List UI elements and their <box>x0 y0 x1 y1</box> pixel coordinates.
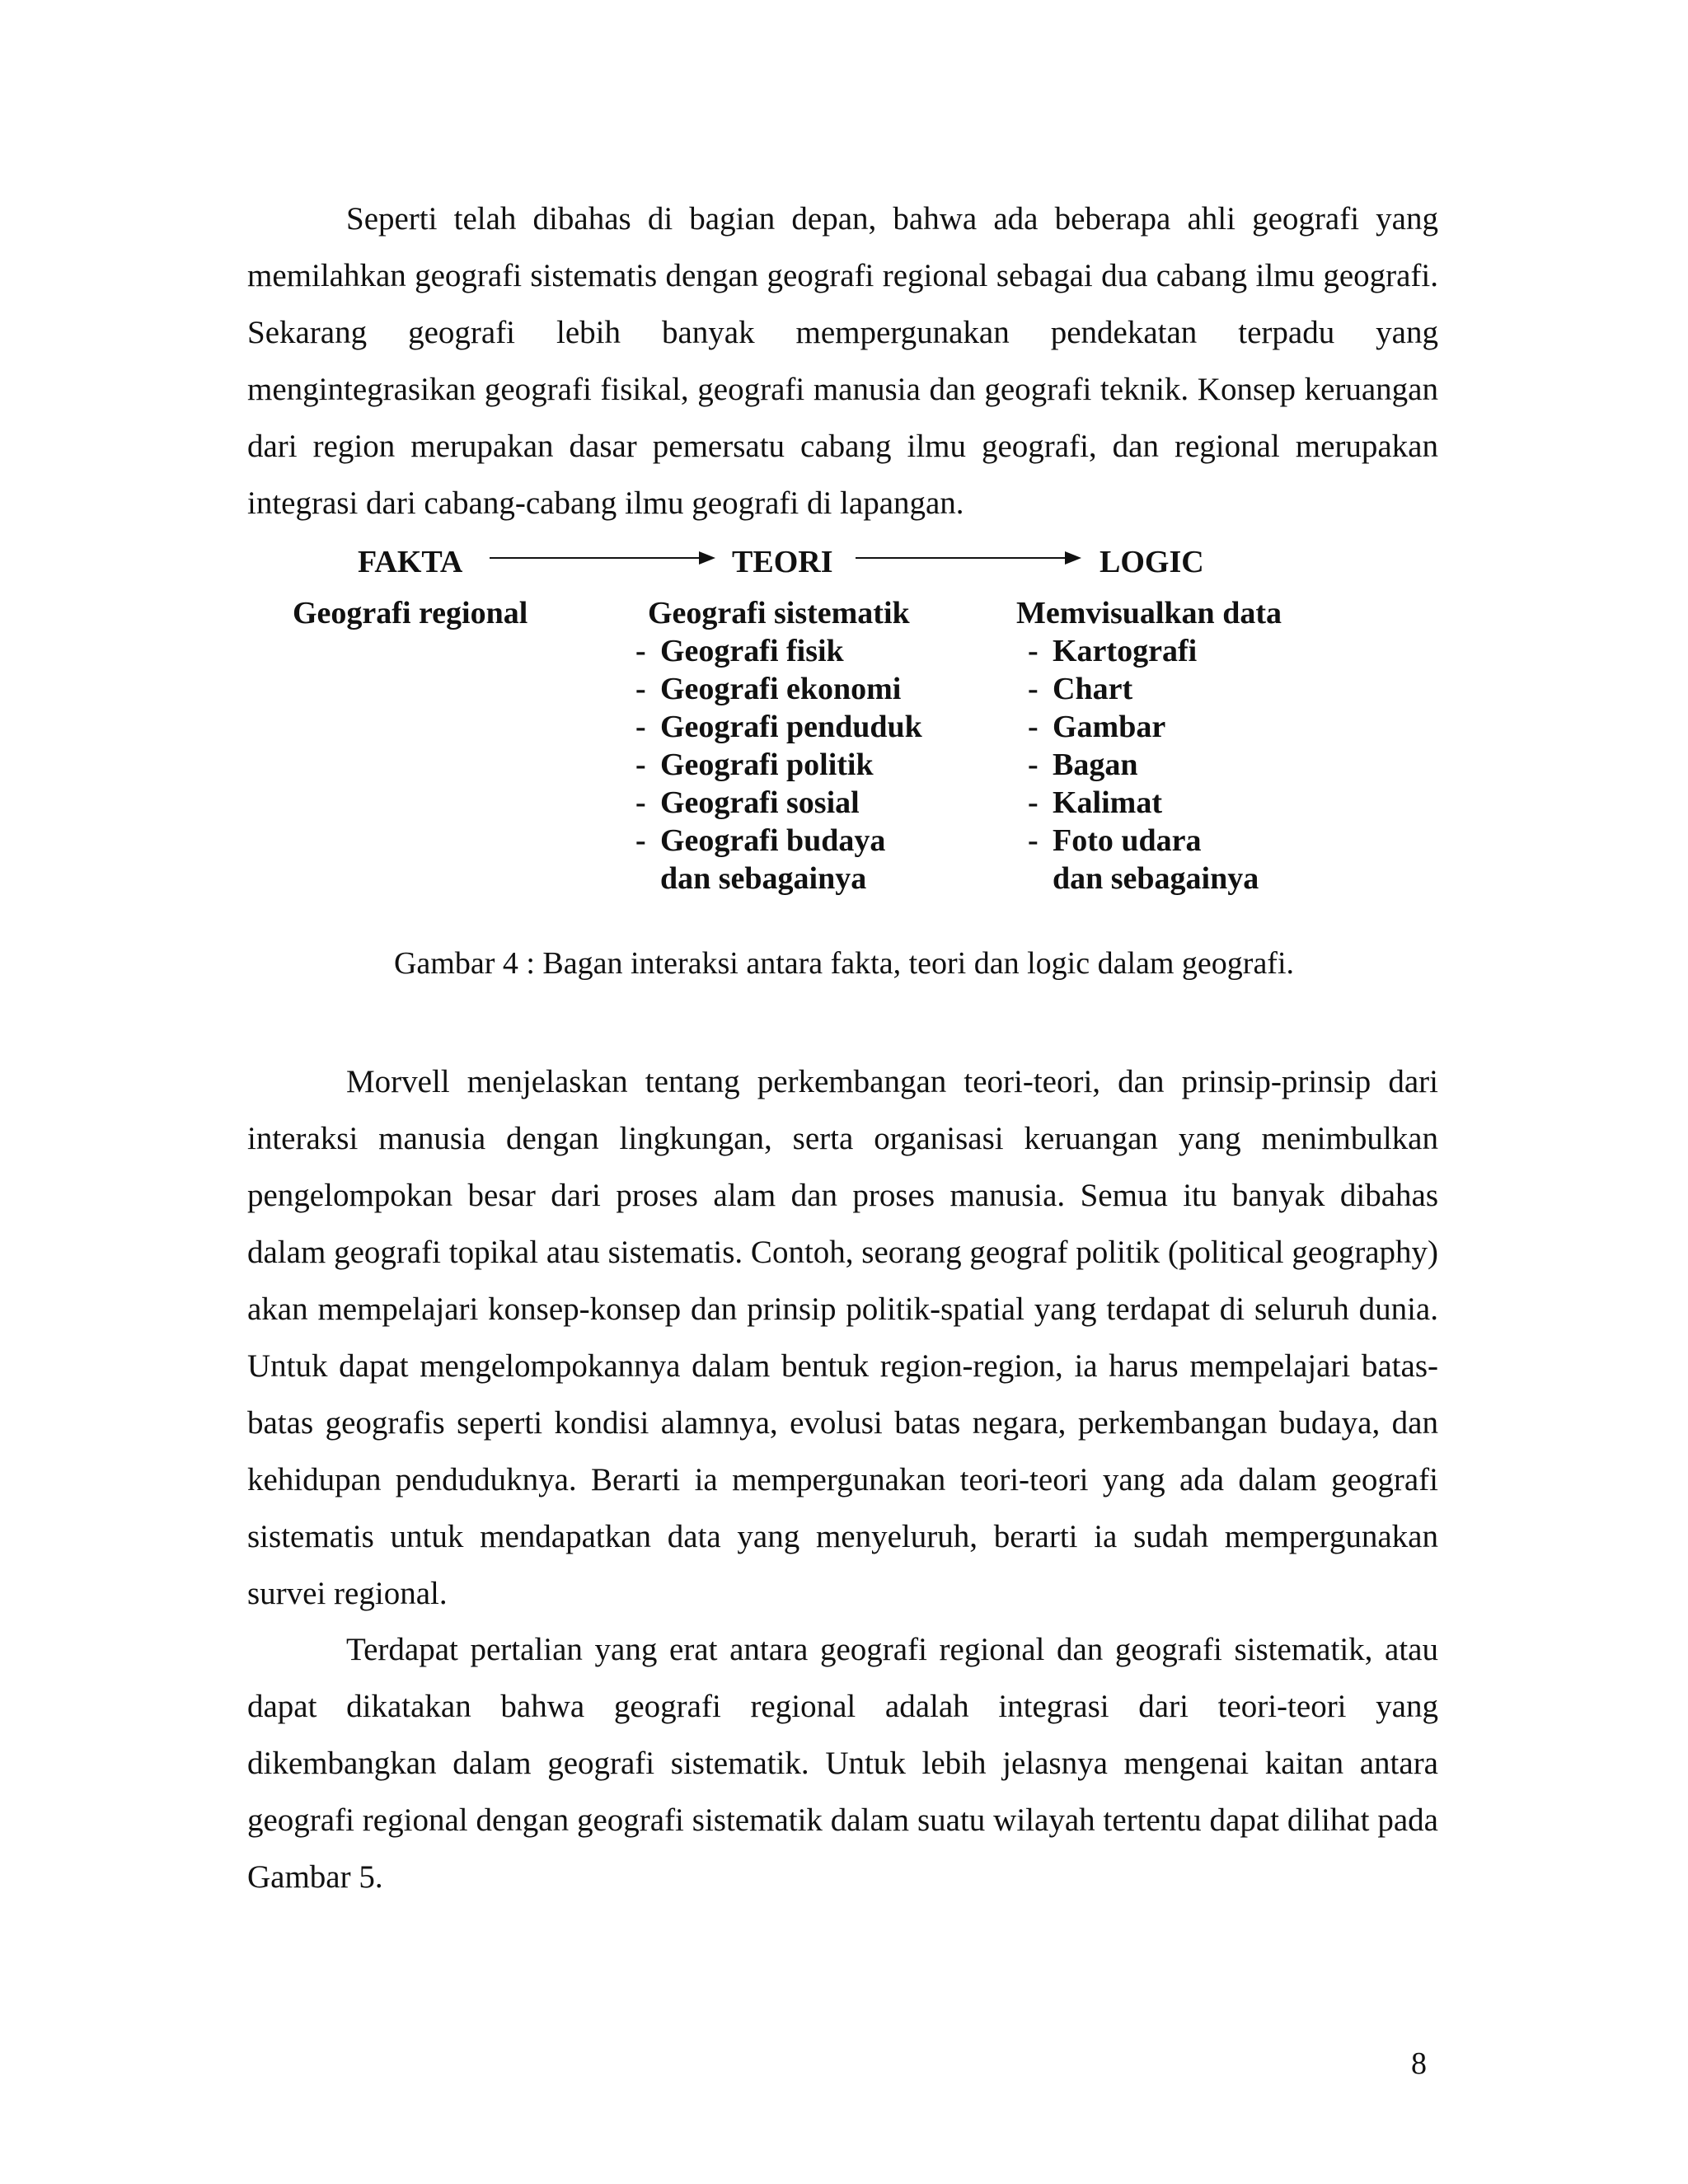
flow-label-logic: LOGIC <box>1100 545 1204 579</box>
paragraph-1: Seperti telah dibahas di bagian depan, bahwa ada beberapa ahli geografi yang memilahkan geografi sistematis dengan geografi regional sebagai dua cabang ilmu geografi. Sekarang geografi lebih banyak mempergunakan pendekatan terpadu yang mengintegrasikan geografi fisikal, geografi manusia dan geografi teknik. Konsep keruangan dari region merupakan dasar pemersatu cabang ilmu geografi, dan regional merupakan integrasi dari cabang-cabang ilmu geografi di lapangan. <box>247 201 1438 521</box>
flow-label-teori: TEORI <box>732 545 833 579</box>
column-heading: Geografi regional <box>293 596 528 630</box>
list-item: - Geografi fisik <box>635 634 844 668</box>
column-heading: Geografi sistematik <box>648 596 910 630</box>
list-item: - Kalimat <box>1028 785 1162 820</box>
flow-label-fakta: FAKTA <box>358 545 463 579</box>
column-heading: Memvisualkan data <box>1016 596 1282 630</box>
list-item-etc: dan sebagainya <box>1053 861 1259 896</box>
figure-caption: Gambar 4 : Bagan interaksi antara fakta, teori dan logic dalam geografi. <box>393 946 1295 981</box>
list-item: - Geografi sosial <box>635 785 860 820</box>
paragraph-3: Terdapat pertalian yang erat antara geografi regional dan geografi sistematik, atau dapat dikatakan bahwa geografi regional adalah integrasi dari teori-teori yang dikembangkan dalam geografi sistematik. Untuk lebih jelasnya mengenai kaitan antara geografi regional dengan geografi sistematik dalam suatu wilayah tertentu dapat dilihat pada Gambar 5. <box>247 1632 1438 1895</box>
flow-arrow-2 <box>854 547 1083 569</box>
list-item: - Geografi ekonomi <box>635 672 902 706</box>
list-item: - Chart <box>1028 672 1133 706</box>
list-item: - Bagan <box>1028 748 1138 782</box>
list-item: - Geografi penduduk <box>635 710 922 744</box>
diagram-column-fakta <box>293 594 528 632</box>
flow-arrow-1 <box>488 547 717 569</box>
list-item: - Geografi politik <box>635 748 874 782</box>
page-number: 8 <box>1411 2046 1427 2081</box>
diagram-column-logic <box>1016 594 1282 898</box>
list-item: - Gambar <box>1028 710 1166 744</box>
list-item: - Kartografi <box>1028 634 1198 668</box>
paragraph-2: Morvell menjelaskan tentang perkembangan teori-teori, dan prinsip-prinsip dari interaksi manusia dengan lingkungan, serta organisasi keruangan yang menimbulkan pengelompokan besar dari proses alam dan proses manusia. Semua itu banyak dibahas dalam geografi topikal atau sistematis. Contoh, seorang geograf politik (political geography) akan mempelajari konsep-konsep dan prinsip politik-spatial yang terdapat di seluruh dunia. Untuk dapat mengelompokannya dalam bentuk region-region, ia harus mempelajari batas-batas geografis seperti kondisi alamnya, evolusi batas negara, perkembangan budaya, dan kehidupan penduduknya. Berarti ia mempergunakan teori-teori yang ada dalam geografi sistematis untuk mendapatkan data yang menyeluruh, berarti ia sudah mempergunakan survei regional. <box>247 1064 1438 1611</box>
list-item: - Foto udara <box>1028 823 1202 858</box>
diagram-column-teori <box>635 594 922 898</box>
list-item-etc: dan sebagainya <box>660 861 867 896</box>
list-item: - Geografi budaya <box>635 823 886 858</box>
